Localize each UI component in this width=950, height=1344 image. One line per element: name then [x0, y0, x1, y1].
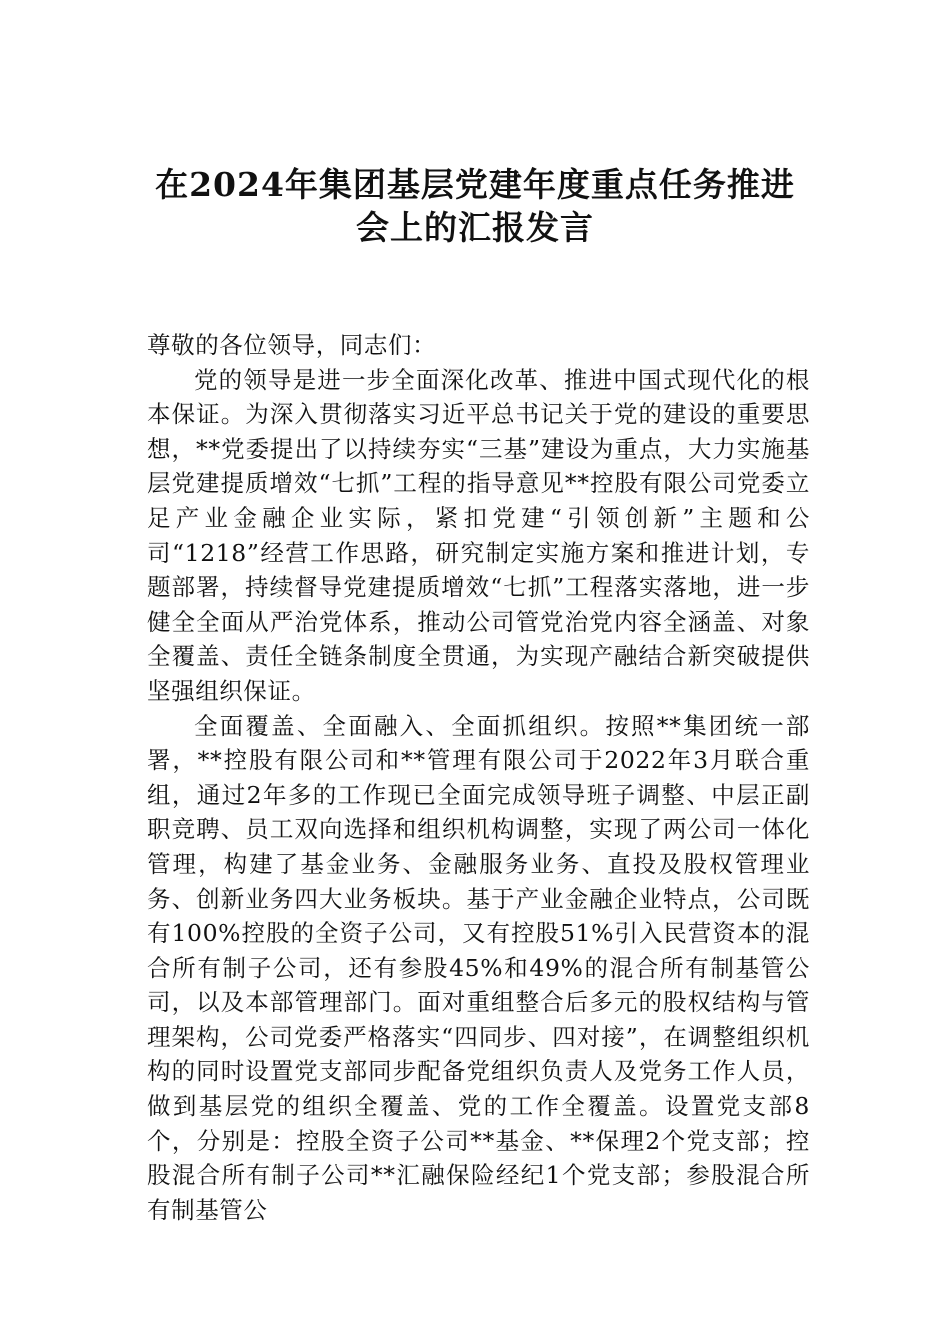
- paragraph-1: 党的领导是进一步全面深化改革、推进中国式现代化的根本保证。为深入贯彻落实习近平总书记关于党的建设的重要思想，**党委提出了以持续夯实“三基”建设为重点，大力实施基层党建提质增效“七抓”工程的指导意见**控股有限公司党委立足产业金融企业实际，紧扣党建“引领创新”主题和公司“1218”经营工作思路，研究制定实施方案和推进计划，专题部署，持续督导党建提质增效“七抓”工程落实落地，进一步健全全面从严治党体系，推动公司管党治党内容全涵盖、对象全覆盖、责任全链条制度全贯通，为实现产融结合新突破提供坚强组织保证。: [147, 365, 810, 705]
- paragraph-2: 全面覆盖、全面融入、全面抓组织。按照**集团统一部署，**控股有限公司和**管理有限公司于2022年3月联合重组，通过2年多的工作现已全面完成领导班子调整、中层正副职竞聘、员工双向选择和组织机构调整，实现了两公司一体化管理，构建了基金业务、金融服务业务、直投及股权管理业务、创新业务四大业务板块。基于产业金融企业特点，公司既有100%控股的全资子公司，又有控股51%引入民营资本的混合所有制子公司，还有参股45%和49%的混合所有制基管公司，以及本部管理部门。面对重组整合后多元的股权结构与管理架构，公司党委严格落实“四同步、四对接”，在调整组织机构的同时设置党支部同步配备党组织负责人及党务工作人员，做到基层党的组织全覆盖、党的工作全覆盖。设置党支部8个，分别是：控股全资子公司**基金、**保理2个党支部；控股混合所有制子公司**汇融保险经纪1个党支部；参股混合所有制基管公: [147, 711, 810, 1224]
- document-title-line-1: 在2024年集团基层党建年度重点任务推进: [155, 165, 795, 204]
- document-title-line-2: 会上的汇报发言: [356, 208, 594, 247]
- salutation: 尊敬的各位领导，同志们：: [147, 331, 437, 359]
- document-body: [147, 328, 810, 1227]
